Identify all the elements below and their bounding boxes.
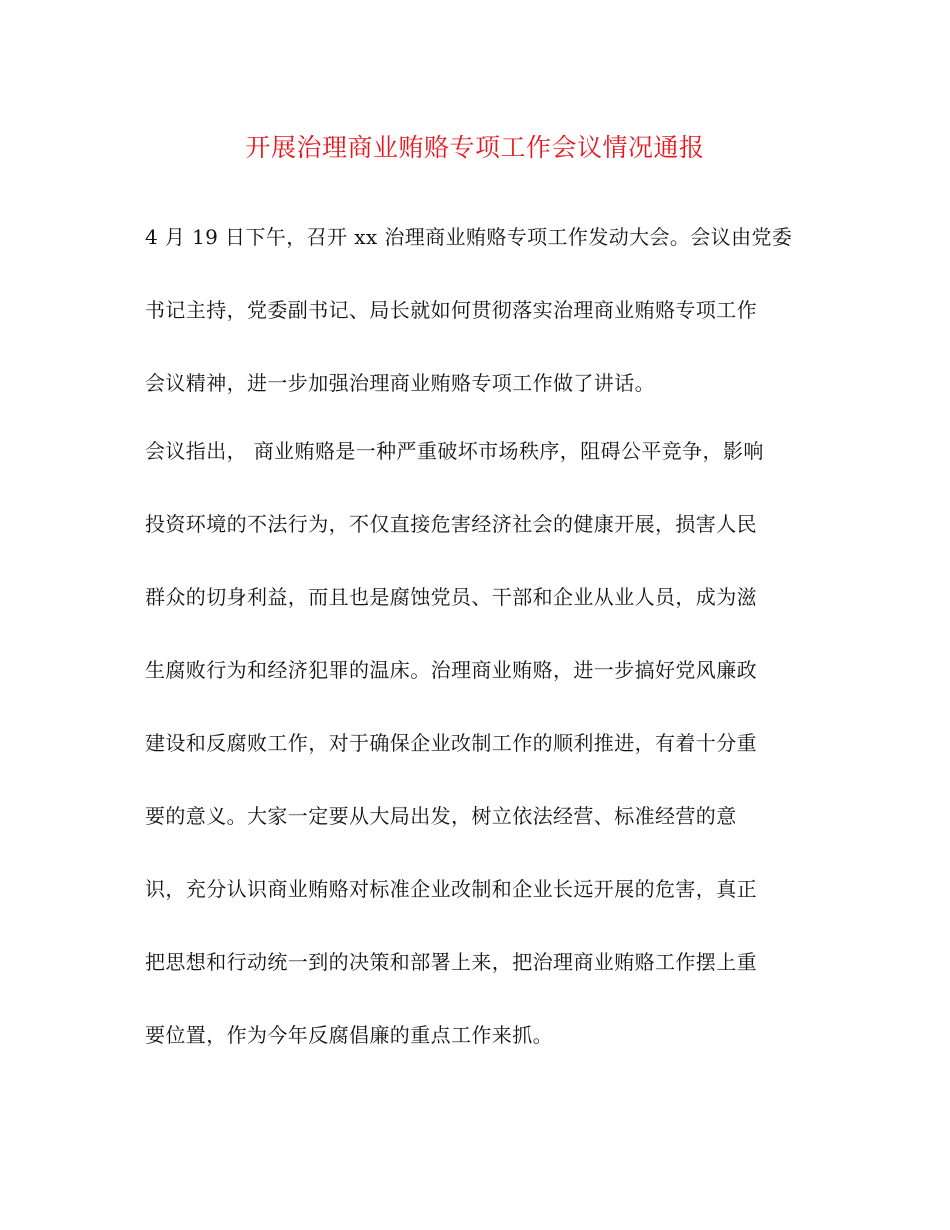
body-line: 要的意义。大家一定要从大局出发，树立依法经营、标准经营的意 — [145, 804, 737, 828]
body-line: 把思想和行动统一到的决策和部署上来，把治理商业贿赂工作摆上重 — [145, 950, 757, 974]
body-line: 要位置，作为今年反腐倡廉的重点工作来抓。 — [145, 1023, 553, 1047]
body-line: 群众的切身利益，而且也是腐蚀党员、干部和企业从业人员，成为滋 — [145, 585, 757, 609]
body-line: 生腐败行为和经济犯罪的温床。治理商业贿赂，进一步搞好党风廉政 — [145, 658, 757, 682]
document-title: 开展治理商业贿赂专项工作会议情况通报 — [245, 133, 705, 162]
body-line: 建设和反腐败工作，对于确保企业改制工作的顺利推进，有着十分重 — [145, 731, 757, 755]
body-line: 书记主持，党委副书记、局长就如何贯彻落实治理商业贿赂专项工作 — [145, 298, 757, 322]
body-line: 会议精神，进一步加强治理商业贿赂专项工作做了讲话。 — [145, 371, 655, 395]
body-line: 4 月 19 日下午，召开 xx 治理商业贿赂专项工作发动大会。会议由党委 — [145, 225, 793, 249]
body-line: 会议指出， 商业贿赂是一种严重破坏市场秩序，阻碍公平竞争，影响 — [145, 439, 764, 463]
body-line: 投资环境的不法行为，不仅直接危害经济社会的健康开展，损害人民 — [145, 512, 757, 536]
body-line: 识，充分认识商业贿赂对标准企业改制和企业长远开展的危害，真正 — [145, 877, 757, 901]
